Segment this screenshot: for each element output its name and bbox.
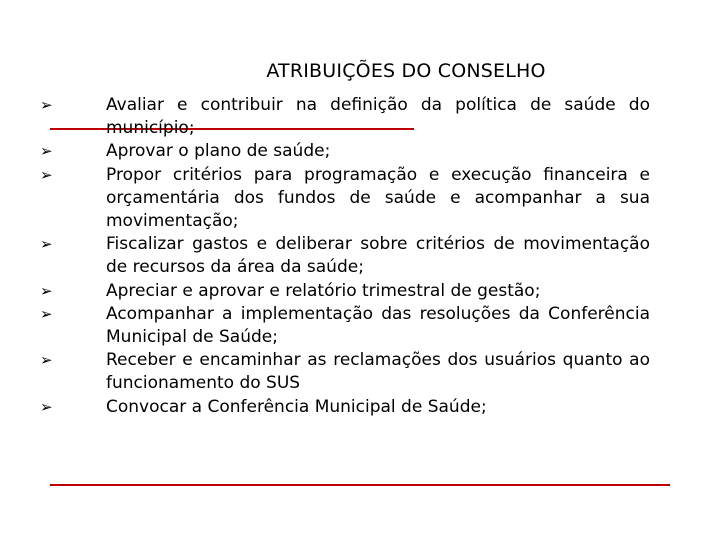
arrowhead-icon: ➢ [40, 397, 53, 416]
list-item-text: Avaliar e contribuir na definição da política de saúde do município; [106, 95, 650, 139]
list-item [40, 164, 650, 234]
slide-title: ATRIBUIÇÕES DO CONSELHO [266, 60, 546, 82]
bullet-list [40, 94, 650, 419]
accent-divider-bottom [50, 484, 670, 486]
list-item-text: Fiscalizar gastos e deliberar sobre critérios de movimentação de recursos da área da saúde; [106, 234, 650, 278]
list-item-text: Convocar a Conferência Municipal de Saúde; [106, 396, 487, 417]
arrowhead-icon: ➢ [40, 235, 53, 254]
list-item-text: Aprovar o plano de saúde; [106, 141, 331, 162]
list-item [40, 280, 650, 303]
list-item [40, 140, 650, 163]
arrowhead-icon: ➢ [40, 281, 53, 300]
arrowhead-icon: ➢ [40, 165, 53, 184]
list-item [40, 233, 650, 279]
list-item-text: Propor critérios para programação e execução financeira e orçamentária dos fundos de saúde e acompanhar a sua movimentação; [106, 164, 650, 232]
list-item-text: Apreciar e aprovar e relatório trimestral de gestão; [106, 280, 541, 301]
list-item [40, 349, 650, 395]
list-item-text: Acompanhar a implementação das resoluções da Conferência Municipal de Saúde; [106, 303, 650, 348]
list-item [40, 303, 650, 349]
list-item-text: Receber e encaminhar as reclamações dos usuários quanto ao funcionamento do SUS [106, 350, 650, 394]
list-item [40, 396, 650, 419]
arrowhead-icon: ➢ [40, 351, 53, 370]
arrowhead-icon: ➢ [40, 96, 53, 114]
arrowhead-icon: ➢ [40, 304, 53, 323]
list-item [40, 94, 650, 140]
arrowhead-icon: ➢ [40, 142, 53, 161]
